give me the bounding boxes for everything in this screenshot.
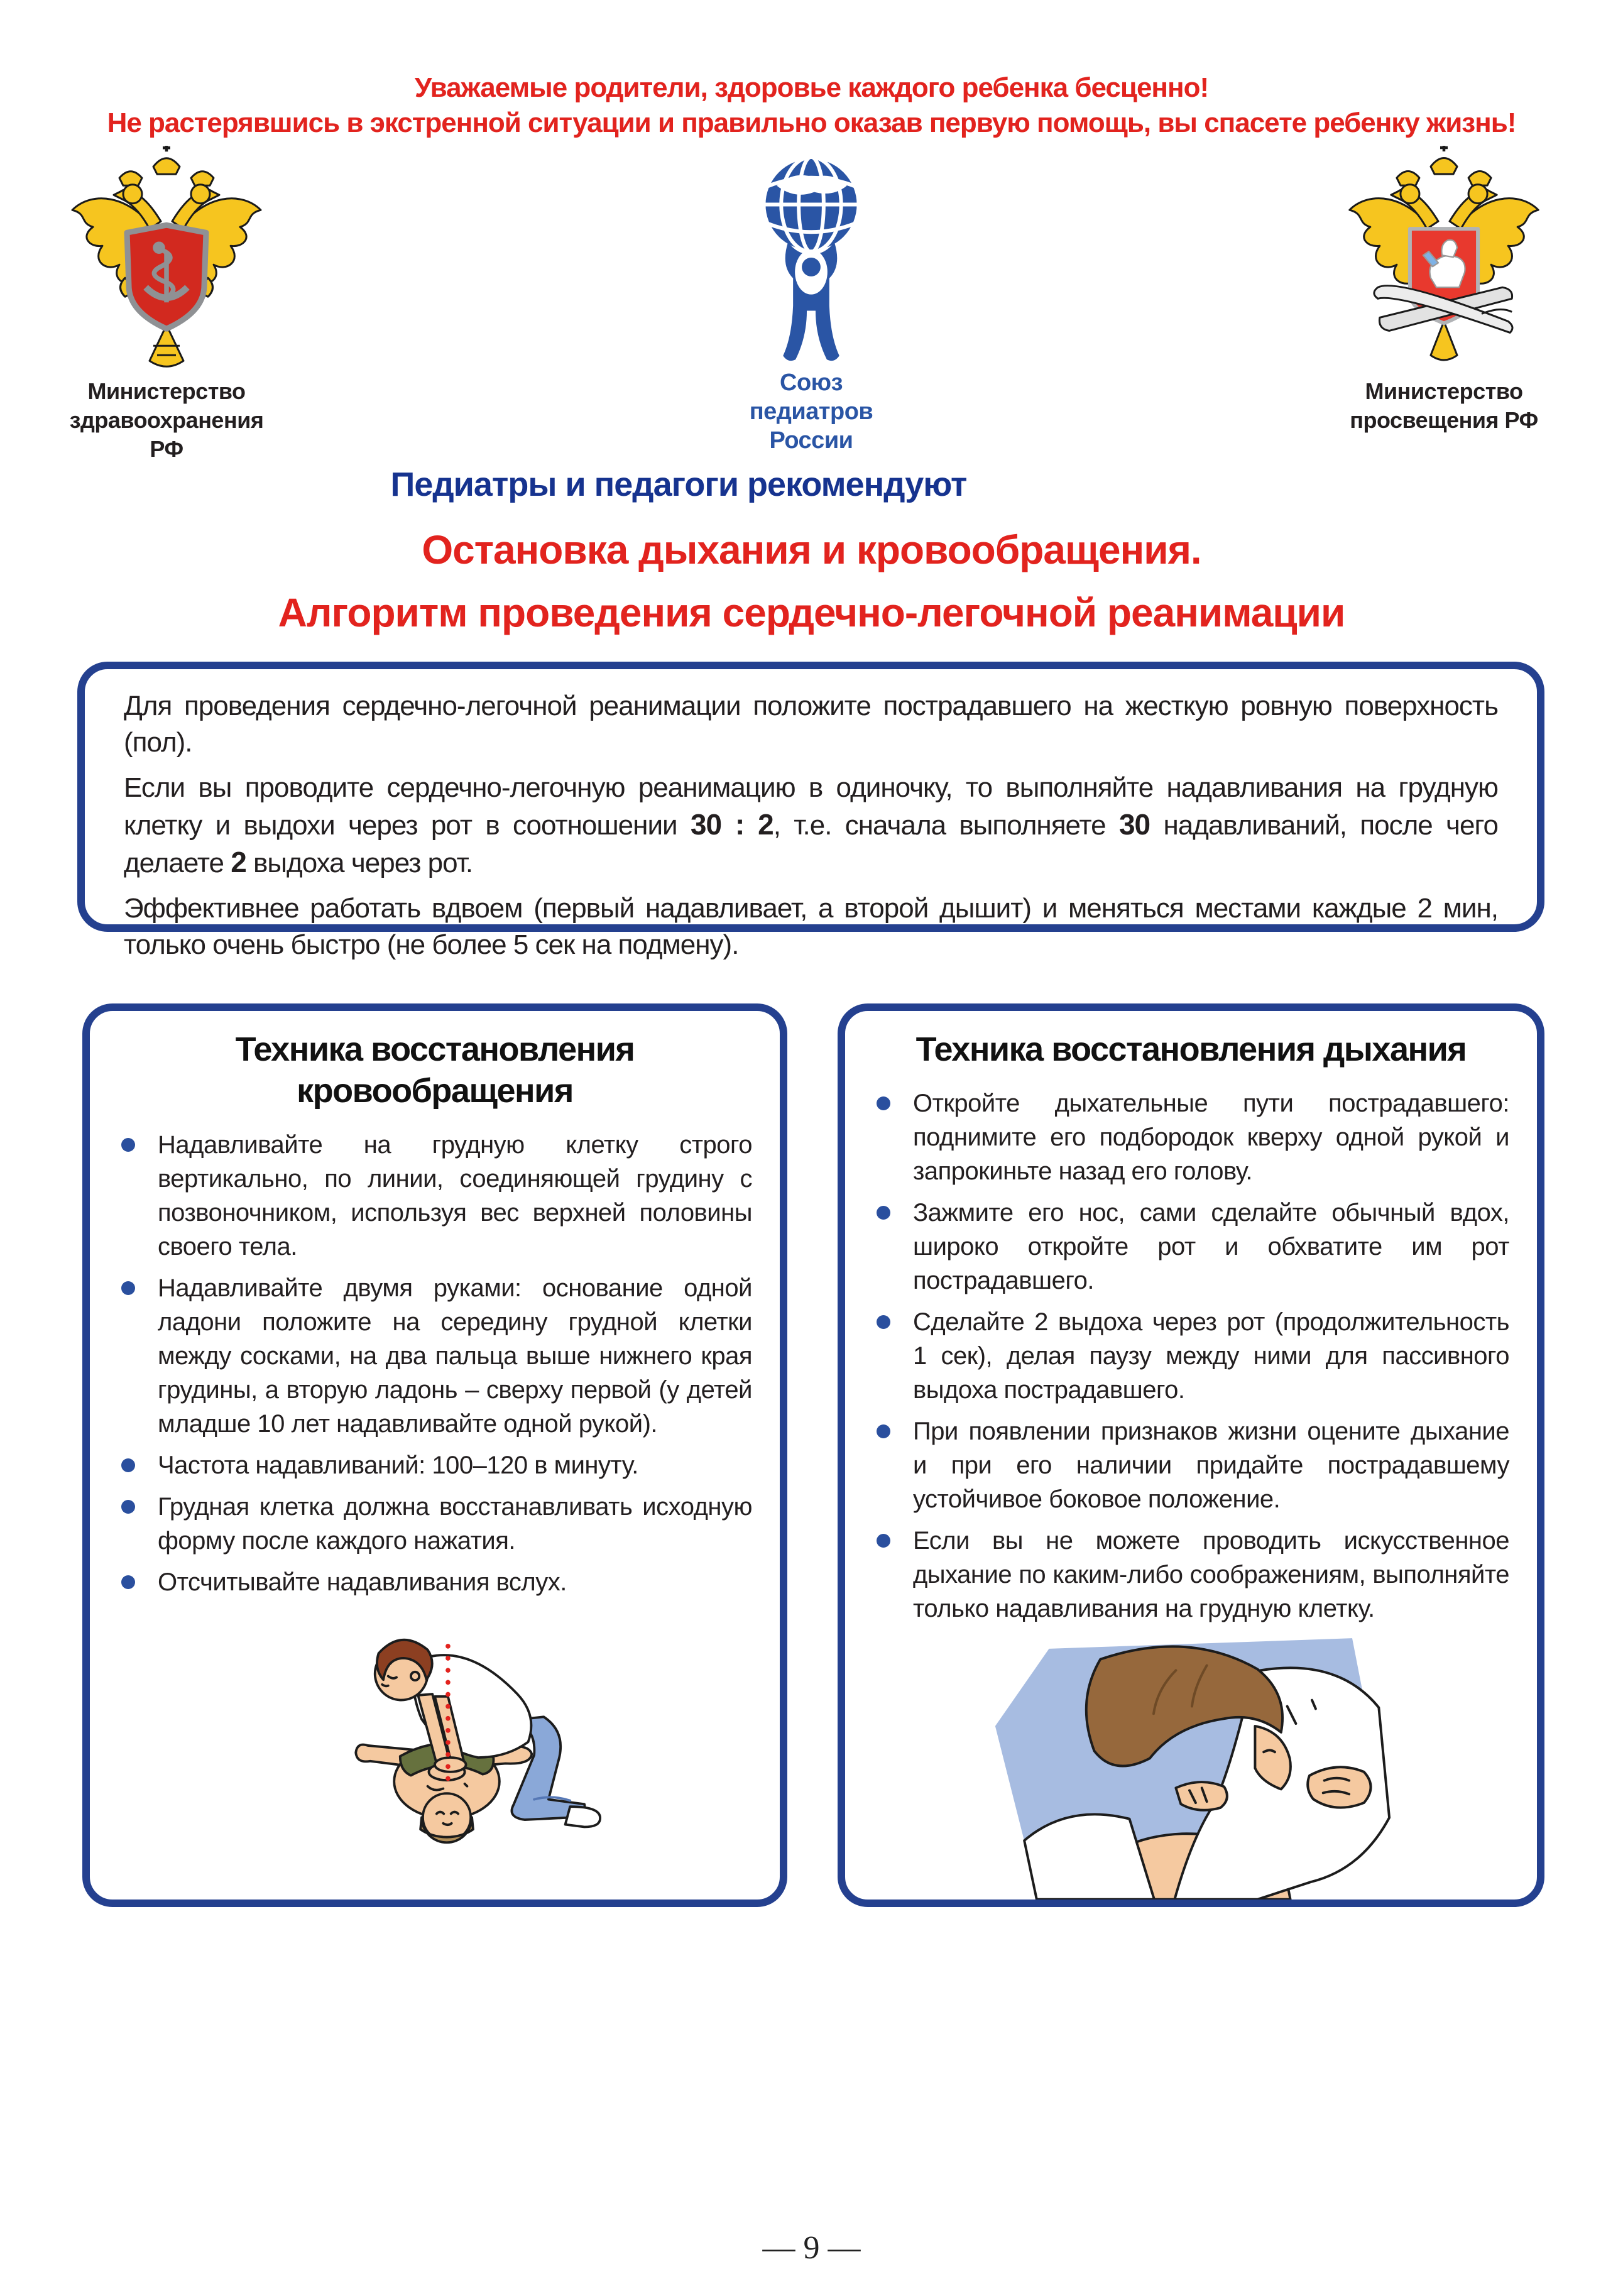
circulation-bullet-list [117,1128,752,1599]
banner-line-2: Не растерявшись в экстренной ситуации и правильно оказав первую помощь, вы спасете ребенку жизнь! [107,107,1516,138]
caption-line: Союз [780,369,843,396]
caption-line: педиатров [749,398,873,425]
circulation-title-line-2: кровообращения [297,1072,573,1110]
caption-line: просвещения РФ [1350,407,1538,433]
globe-child-icon [751,150,871,368]
caption-line: Министерство [1365,378,1523,404]
bullet-text: Откройте дыхательные пути пострадавшего: поднимите его подбородок кверху одной рукой и запрокиньте назад его голову. [913,1090,1509,1185]
rescue-breathing-illustration [873,1633,1509,1903]
education-ministry-emblem [1325,146,1563,435]
caption-line: России [769,427,853,454]
intro-box [77,662,1544,960]
rescue-breathing-drawing-icon [990,1633,1392,1900]
double-eagle-medical-icon [63,146,270,377]
chest-compressions-illustration [117,1607,752,1861]
caption-line: Министерство [87,378,246,404]
caption-line: здравоохранения РФ [69,407,264,462]
pediatric-union-emblem [679,150,943,455]
intro-paragraph-3: Эффективнее работать вдвоем (первый надавливает, а второй дышит) и меняться местами каждые 2 мин, только очень быстро (не более 5 сек на подмену). [124,893,1498,960]
list-item [873,1305,1509,1407]
breathing-box [838,1003,1544,1907]
list-item [873,1414,1509,1516]
health-ministry-caption [53,377,280,464]
page-title-line-2: Алгоритм проведения сердечно-легочной реанимации [278,590,1345,635]
list-item [117,1128,752,1264]
bullet-dot-icon [121,1500,135,1514]
double-eagle-scroll-icon [1337,146,1551,377]
intro-paragraph-1: Для проведения сердечно-легочной реанимации положите пострадавшего на жесткую ровную поверхность (пол). [124,691,1498,758]
bullet-text: Надавливайте на грудную клетку строго вертикально, по линии, соединяющей грудину с позвоночником, используя вес верхней половины своего тела. [158,1131,752,1260]
pediatric-union-caption [679,368,943,455]
banner [0,70,1623,141]
page-title-line-1: Остановка дыхания и кровообращения. [422,527,1201,572]
list-item [117,1271,752,1441]
bullet-dot-icon [877,1096,890,1110]
health-ministry-emblem [53,146,280,464]
breathing-bullet-list [873,1086,1509,1626]
bullet-dot-icon [877,1424,890,1438]
bullet-text: Отсчитывайте надавливания вслух. [158,1568,567,1596]
bullet-text: Грудная клетка должна восстанавливать исходную форму после каждого нажатия. [158,1493,752,1555]
intro-paragraph-2: Если вы проводите сердечно-легочную реанимацию в одиночку, то выполняйте надавливания на грудную клетку и выдохи через рот в соотношении 30 : 2, т.е. сначала выполняете 30 надавливаний, после чего делаете 2 выдоха через рот. [124,772,1498,878]
recommendation-heading: Педиатры и педагоги рекомендуют [390,466,967,503]
list-item [873,1524,1509,1626]
chest-compressions-drawing-icon [259,1607,611,1858]
bullet-text: Надавливайте двумя руками: основание одной ладони положите на середину грудной клетки между сосками, на два пальца выше нижнего края грудины, а вторую ладонь – сверху первой (у детей младше 10 лет надавливайте одной рукой). [158,1274,752,1438]
bullet-text: Частота надавливаний: 100–120 в минуту. [158,1451,638,1479]
bullet-dot-icon [121,1458,135,1472]
bullet-text: Сделайте 2 выдоха через рот (продолжительность 1 сек), делая паузу между ними для пассивного выдоха пострадавшего. [913,1308,1509,1404]
breathing-box-title: Техника восстановления дыхания [915,1030,1467,1068]
list-item [117,1448,752,1482]
circulation-box [82,1003,787,1907]
bullet-dot-icon [121,1575,135,1589]
circulation-title-line-1: Техника восстановления [235,1030,635,1068]
bullet-text: Если вы не можете проводить искусственное дыхание по каким-либо соображениям, выполняйте только надавливания на грудную клетку. [913,1527,1509,1622]
bullet-dot-icon [877,1206,890,1220]
list-item [873,1196,1509,1298]
bullet-dot-icon [877,1315,890,1329]
banner-line-1: Уважаемые родители, здоровье каждого ребенка бесценно! [414,72,1209,103]
education-ministry-caption [1325,377,1563,435]
bullet-dot-icon [121,1281,135,1295]
circulation-box-title [117,1029,752,1112]
bullet-text: При появлении признаков жизни оцените дыхание и при его наличии придайте пострадавшему устойчивое боковое положение. [913,1418,1509,1513]
bullet-dot-icon [877,1534,890,1548]
list-item [117,1565,752,1599]
page-number: — 9 — [762,2230,861,2266]
bullet-text: Зажмите его нос, сами сделайте обычный вдох, широко откройте рот и обхватите им рот пострадавшего. [913,1199,1509,1294]
list-item [117,1490,752,1558]
list-item [873,1086,1509,1188]
bullet-dot-icon [121,1138,135,1152]
